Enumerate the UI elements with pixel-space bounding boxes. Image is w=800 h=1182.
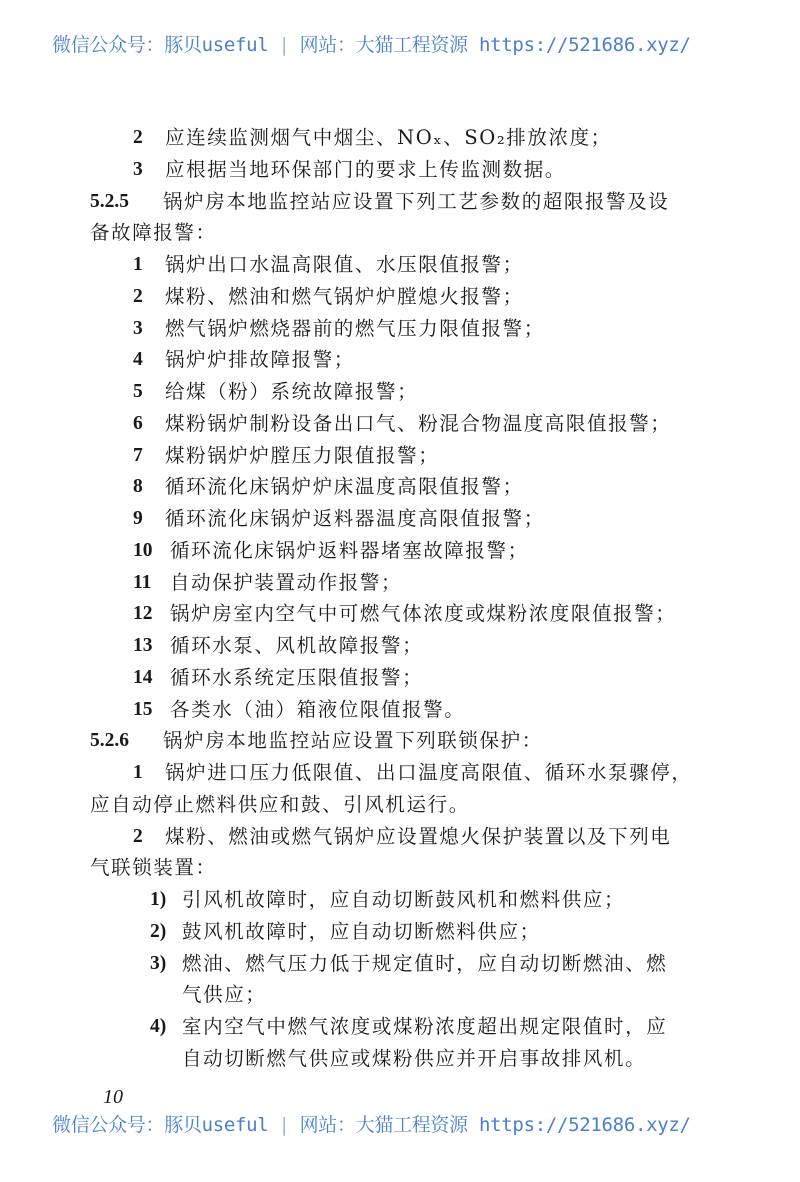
item-number: 1 bbox=[133, 762, 143, 783]
line-text: 煤粉、燃油或燃气锅炉应设置熄火保护装置以及下列电 bbox=[165, 824, 672, 848]
line-text: 煤粉、燃油和燃气锅炉炉膛熄火报警； bbox=[165, 284, 524, 308]
item-number: 4 bbox=[133, 349, 143, 371]
text-line bbox=[0, 852, 800, 884]
text-line bbox=[0, 503, 800, 535]
text-line bbox=[0, 630, 800, 662]
text-line bbox=[0, 694, 800, 726]
text-line bbox=[0, 916, 800, 948]
item-number: 14 bbox=[133, 666, 153, 688]
line-text: 应连续监测烟气中烟尘、NOₓ、SO₂排放浓度； bbox=[165, 126, 612, 149]
watermark-separator: | bbox=[278, 1114, 290, 1136]
line-text: 锅炉进口压力低限值、出口温度高限值、循环水泵骤停， bbox=[165, 761, 693, 784]
text-line bbox=[0, 440, 800, 472]
item-number: 11 bbox=[133, 571, 152, 593]
watermark-wechat: 微信公众号：豚贝useful bbox=[52, 1114, 269, 1136]
text-line bbox=[0, 122, 800, 154]
watermark-website: 网站：大猫工程资源 https://521686.xyz/ bbox=[299, 1114, 691, 1136]
line-text: 给煤（粉）系统故障报警； bbox=[165, 380, 419, 403]
text-line bbox=[0, 249, 800, 281]
line-text: 煤粉锅炉制粉设备出口气、粉混合物温度高限值报警； bbox=[165, 411, 672, 435]
item-number: 2 bbox=[133, 127, 143, 148]
item-number: 6 bbox=[133, 412, 143, 434]
text-line bbox=[0, 821, 800, 853]
line-text: 气联锁装置： bbox=[90, 856, 217, 880]
text-line bbox=[0, 154, 800, 186]
line-text: 循环流化床锅炉返料器堵塞故障报警； bbox=[170, 538, 529, 562]
line-text: 锅炉房本地监控站应设置下列工艺参数的超限报警及设 bbox=[163, 189, 670, 213]
item-number: 8 bbox=[133, 476, 143, 498]
text-line bbox=[0, 408, 800, 440]
text-line bbox=[0, 789, 800, 821]
text-line bbox=[0, 979, 800, 1011]
line-text: 自动切断燃气供应或煤粉供应并开启事故排风机。 bbox=[182, 1046, 647, 1070]
text-line bbox=[0, 471, 800, 503]
item-number: 4) bbox=[150, 1016, 167, 1037]
line-text: 循环流化床锅炉返料器温度高限值报警； bbox=[165, 507, 545, 530]
line-text: 燃气锅炉燃烧器前的燃气压力限值报警； bbox=[165, 316, 545, 340]
text-line bbox=[0, 757, 800, 789]
page-number: 10 bbox=[103, 1086, 123, 1108]
item-number: 1) bbox=[150, 889, 167, 910]
item-number: 5 bbox=[133, 381, 143, 402]
line-text: 室内空气中燃气浓度或煤粉浓度超出规定限值时，应 bbox=[182, 1015, 668, 1038]
item-number: 5.2.5 bbox=[90, 190, 129, 212]
line-text: 气供应； bbox=[182, 983, 267, 1007]
line-text: 鼓风机故障时，应自动切断燃料供应； bbox=[182, 919, 541, 943]
text-line bbox=[0, 281, 800, 313]
item-number: 7 bbox=[133, 444, 143, 466]
text-line bbox=[0, 217, 800, 249]
text-line bbox=[0, 313, 800, 345]
line-text: 燃油、燃气压力低于规定值时，应自动切断燃油、燃 bbox=[182, 951, 668, 975]
line-text: 自动保护装置动作报警； bbox=[170, 570, 403, 594]
text-line bbox=[0, 598, 800, 630]
item-number: 2 bbox=[133, 825, 143, 847]
text-line bbox=[0, 662, 800, 694]
section-heading-line bbox=[0, 725, 800, 757]
text-line bbox=[0, 567, 800, 599]
item-number: 15 bbox=[133, 698, 153, 720]
item-number: 1 bbox=[133, 254, 143, 275]
line-text: 锅炉炉排故障报警； bbox=[165, 348, 355, 372]
text-line bbox=[0, 535, 800, 567]
line-text: 引风机故障时，应自动切断鼓风机和燃料供应； bbox=[182, 888, 626, 911]
line-text: 备故障报警： bbox=[90, 221, 217, 245]
item-number: 5.2.6 bbox=[90, 730, 129, 752]
text-line bbox=[0, 376, 800, 408]
line-text: 应根据当地环保部门的要求上传监测数据。 bbox=[165, 157, 566, 181]
watermark-top bbox=[52, 30, 691, 57]
watermark-bottom bbox=[52, 1110, 691, 1137]
line-text: 循环水泵、风机故障报警； bbox=[170, 634, 424, 657]
watermark-website: 网站：大猫工程资源 https://521686.xyz/ bbox=[299, 34, 691, 56]
line-text: 锅炉房室内空气中可燃气体浓度或煤粉浓度限值报警； bbox=[170, 602, 677, 626]
item-number: 3 bbox=[133, 158, 143, 180]
text-line bbox=[0, 948, 800, 980]
item-number: 9 bbox=[133, 508, 143, 529]
line-text: 各类水（油）箱液位限值报警。 bbox=[170, 697, 466, 721]
text-line bbox=[0, 1043, 800, 1075]
item-number: 10 bbox=[133, 539, 153, 561]
watermark-separator: | bbox=[278, 34, 290, 56]
document-body bbox=[0, 122, 800, 1075]
item-number: 12 bbox=[133, 603, 153, 625]
item-number: 13 bbox=[133, 635, 153, 656]
item-number: 3) bbox=[150, 952, 167, 974]
line-text: 锅炉出口水温高限值、水压限值报警； bbox=[165, 253, 524, 276]
text-line bbox=[0, 344, 800, 376]
item-number: 3 bbox=[133, 317, 143, 339]
item-number: 2) bbox=[150, 920, 167, 942]
section-heading-line bbox=[0, 186, 800, 218]
line-text: 循环水系统定压限值报警； bbox=[170, 665, 424, 689]
line-text: 锅炉房本地监控站应设置下列联锁保护： bbox=[163, 729, 543, 753]
line-text: 循环流化床锅炉炉床温度高限值报警； bbox=[165, 475, 524, 499]
text-line bbox=[0, 1011, 800, 1043]
line-text: 应自动停止燃料供应和鼓、引风机运行。 bbox=[90, 792, 470, 816]
item-number: 2 bbox=[133, 285, 143, 307]
text-line bbox=[0, 884, 800, 916]
line-text: 煤粉锅炉炉膛压力限值报警； bbox=[165, 443, 440, 467]
watermark-wechat: 微信公众号：豚贝useful bbox=[52, 34, 269, 56]
